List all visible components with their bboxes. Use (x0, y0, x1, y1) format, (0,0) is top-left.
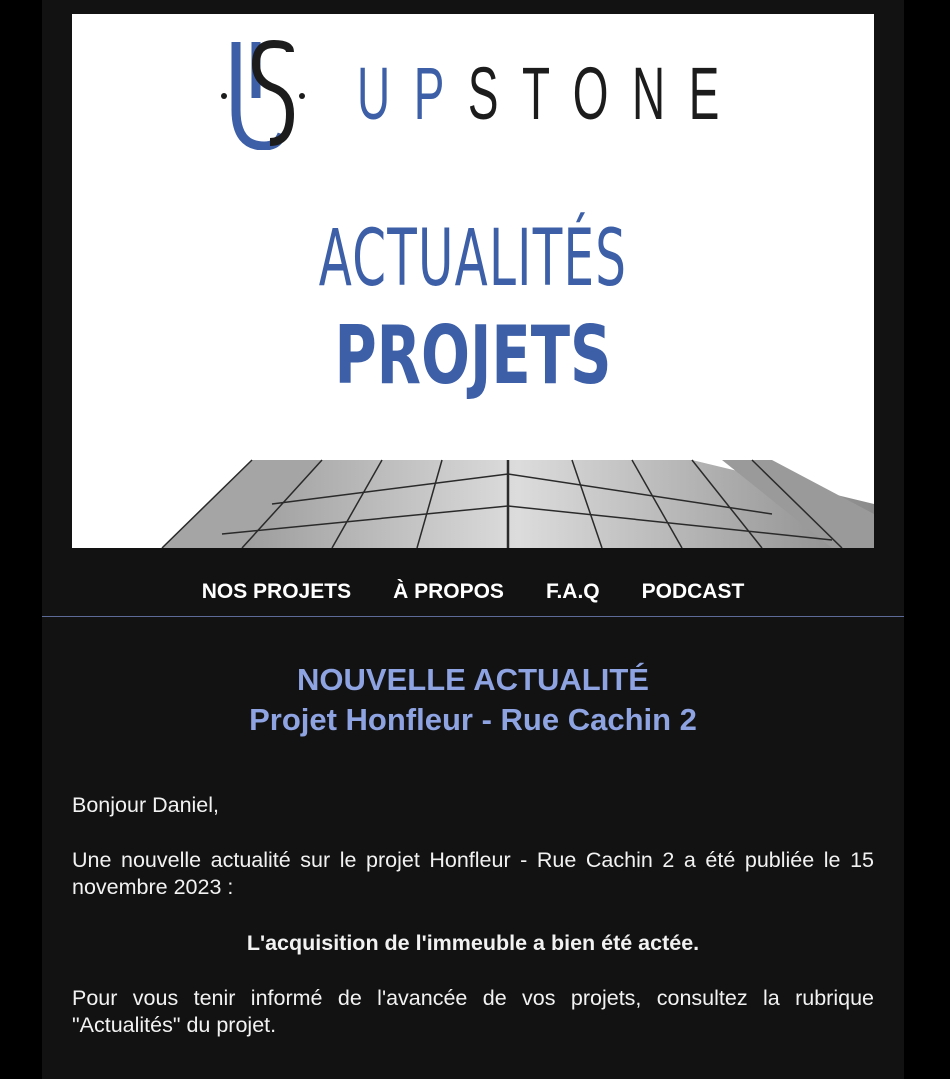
nav-link-faq[interactable]: F.A.Q (545, 580, 600, 603)
nav-bar (42, 570, 904, 617)
news-headline: L'acquisition de l'immeuble a bien été actée. (246, 931, 700, 955)
news-heading-project: Projet Honfleur - Rue Cachin 2 (249, 702, 697, 737)
nav-link-nos-projets[interactable]: NOS PROJETS (201, 580, 352, 603)
news-heading (42, 660, 904, 740)
upstone-logo-icon (220, 38, 310, 150)
brand-stone: STONE (467, 52, 743, 135)
cta-paragraph: Pour vous tenir informé de l'avancée de vos projets, consultez la rubrique "Actualités" du projet. (72, 986, 874, 1037)
building-image (72, 444, 874, 548)
nav-link-a-propos[interactable]: À PROPOS (393, 580, 504, 603)
intro-paragraph: Une nouvelle actualité sur le projet Honfleur - Rue Cachin 2 a été publiée le 15 novembre 2023 : (72, 848, 874, 899)
banner-title-line2: PROJETS (334, 309, 612, 402)
nav-link-podcast[interactable]: PODCAST (641, 580, 745, 603)
banner-title-line1: ACTUALITÉS (318, 214, 628, 304)
brand-up: UP (357, 52, 468, 135)
greeting-text: Bonjour Daniel, (72, 793, 220, 817)
brand-name (357, 54, 743, 134)
news-heading-title: NOUVELLE ACTUALITÉ (297, 662, 649, 697)
header-banner[interactable] (72, 14, 874, 548)
